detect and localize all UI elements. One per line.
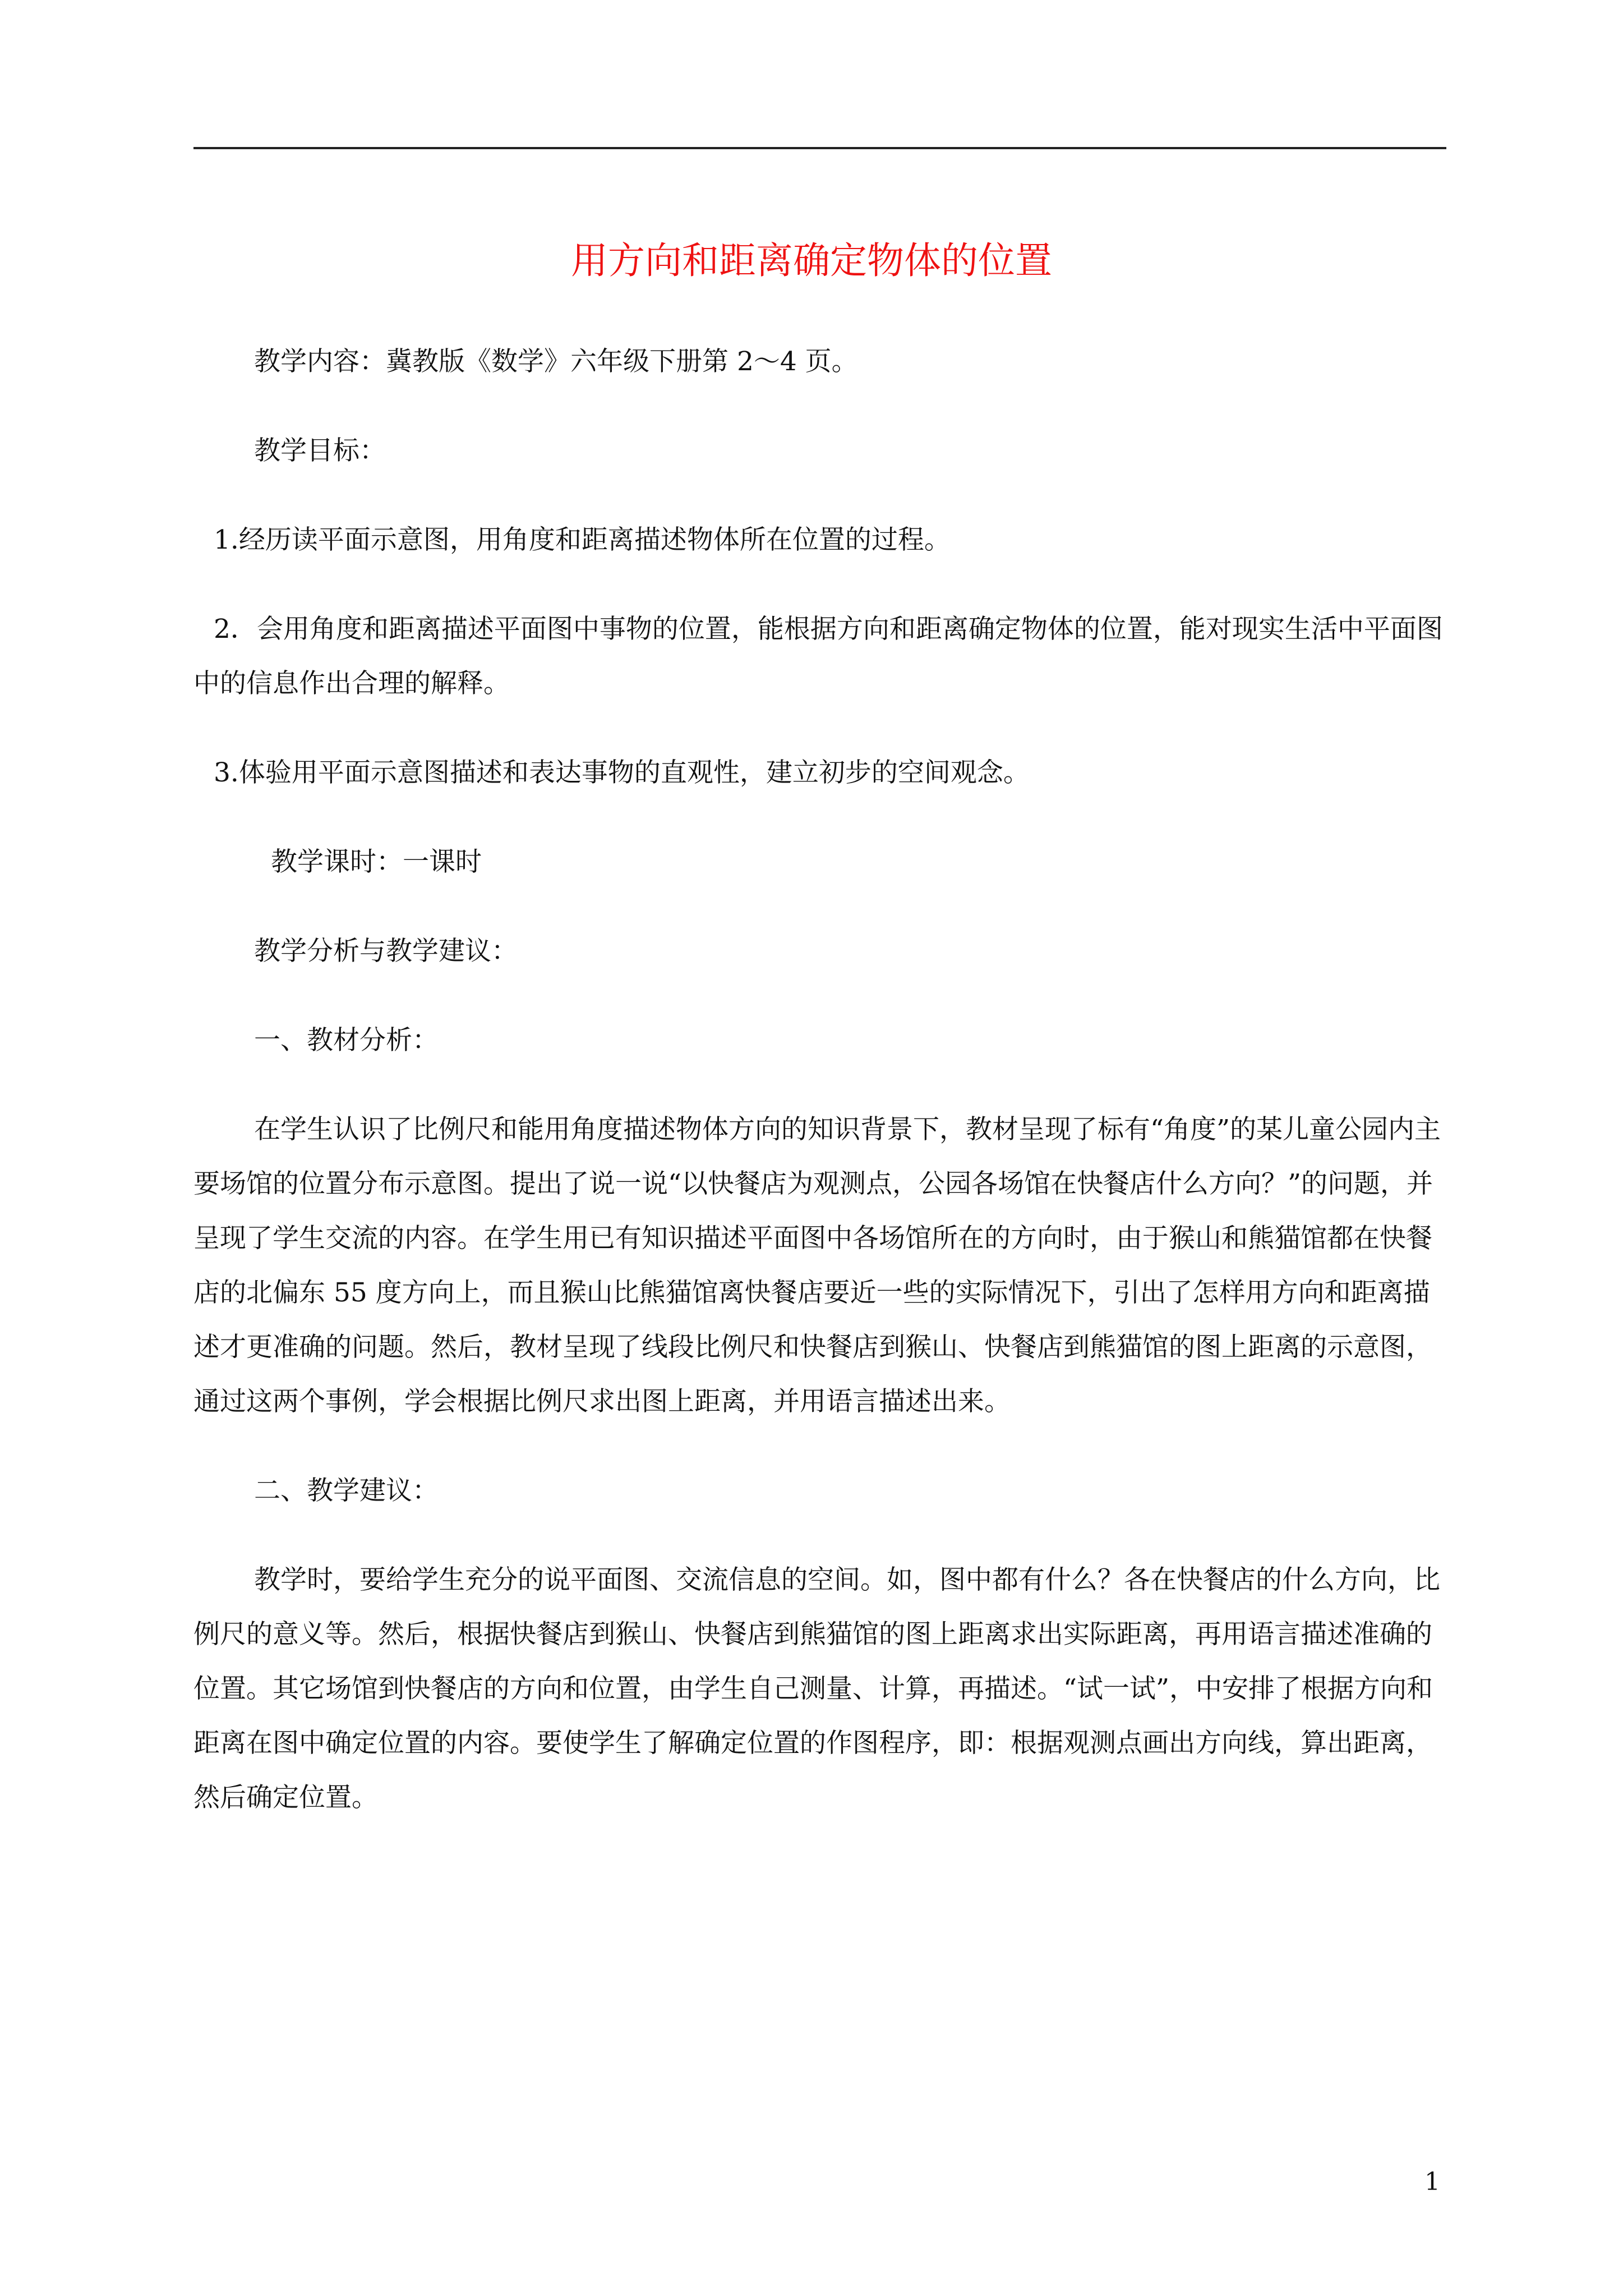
objective-3: 3.体验用平面示意图描述和表达事物的直观性，建立初步的空间观念。 (214, 757, 1030, 788)
objectives-heading: 教学目标： (254, 435, 386, 466)
teaching-content: 教学内容：冀教版《数学》六年级下册第 2～4 页。 (254, 346, 858, 377)
paragraph-gap (193, 1518, 1450, 1553)
paragraph-gap (193, 389, 1450, 424)
analysis-heading: 教学分析与教学建议： (254, 936, 518, 967)
section-1-body: 在学生认识了比例尺和能用角度描述物体方向的知识背景下，教材呈现了标有“角度”的某儿童公园内主要场馆的位置分布示意图。提出了说一说“以快餐店为观测点，公园各场馆在快餐店什么方向？”的问题，并呈现了学生交流的内容。在学生用已有知识描述平面图中各场馆所在的方向时，由于猴山和熊猫馆都在快餐店的北偏东 55 度方向上，而且猴山比熊猫馆离快餐店要近一些的实际情况下，引出了怎样用方向和距离描述才更准确的问题。然后，教材呈现了线段比例尺和快餐店到猴山、快餐店到熊猫馆的图上距离的示意图， 通过这两个事例，学会根据比例尺求出图上距离，并用语言描述出来。 (193, 1114, 1441, 1417)
teaching-hours: 教学课时：一课时 (271, 846, 482, 877)
document-title: 用方向和距离确定物体的位置 (571, 239, 1052, 282)
paragraph-gap (193, 889, 1450, 924)
section-2-body: 教学时，要给学生充分的说平面图、交流信息的空间。如，图中都有什么？各在快餐店的什么方向，比例尺的意义等。然后，根据快餐店到猴山、快餐店到熊猫馆的图上距离求出实际距离，再用语言描述准确的位置。其它场馆到快餐店的方向和位置，由学生自己测量、计算，再描述。“试一试”，中安排了根据方向和距离在图中确定位置的内容。要使学生了解确定位置的作图程序，即：根据观测点画出方向线，算出距离，然后确定位置。 (193, 1565, 1440, 1813)
objective-1: 1.经历读平面示意图，用角度和距离描述物体所在位置的过程。 (214, 524, 951, 555)
paragraph-gap (193, 800, 1450, 835)
paragraph-gap (193, 1068, 1450, 1102)
page-number: 1 (1424, 2168, 1440, 2196)
paragraph-gap (193, 478, 1450, 513)
paragraph-gap (193, 978, 1450, 1013)
paragraph-gap (193, 711, 1450, 746)
section-1-heading: 一、教材分析： (254, 1025, 439, 1056)
header-rule (193, 147, 1446, 149)
paragraph-gap (193, 567, 1450, 602)
paragraph-gap (193, 1429, 1450, 1464)
objective-2: 2．会用角度和距离描述平面图中事物的位置，能根据方向和距离确定物体的位置，能对现实生活中平面图中的信息作出合理的解释。 (193, 614, 1443, 699)
section-2-heading: 二、教学建议： (254, 1475, 439, 1506)
document-body (193, 334, 1450, 1825)
